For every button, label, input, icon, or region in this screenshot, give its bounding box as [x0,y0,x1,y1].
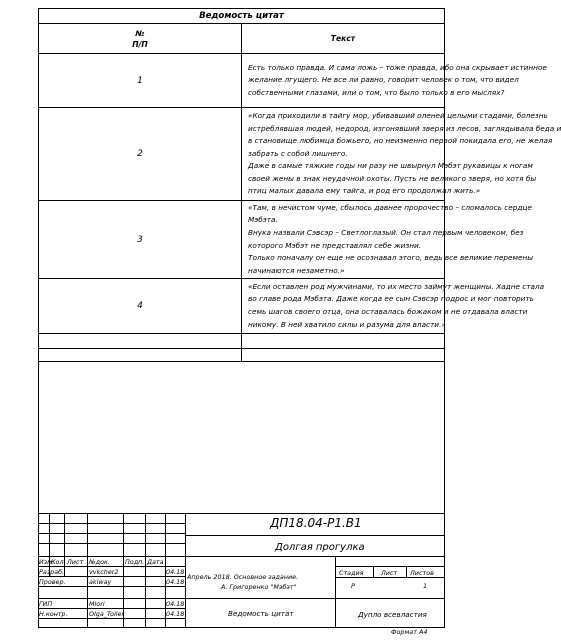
text-line: в становище любимца божьего, но неизменно первой покидала его, не желая [248,136,553,146]
stamp-line [64,513,65,577]
table-row [39,54,445,108]
sheets-label: Листов [410,569,434,577]
text-line: никому. В ней хватило силы и разума для власти.» [248,319,446,329]
stamp-line [185,513,186,628]
text-line: истреблявшая людей, недород, изгонявший зверя из лесов, заглядывала беда и [248,123,561,133]
stamp-line [87,513,88,628]
empty-cell [242,349,445,362]
text-line: птиц малых давала ему тайга, и род его продолжал жить.» [248,186,481,196]
text-line: своей жены в знак неудачной охоты. Пусть не великого зверя, но хотя бы [248,173,537,183]
table-title-row [39,9,445,24]
row-text [242,279,545,334]
header-list: Лист [67,558,84,566]
table-row [39,108,445,201]
empty-row [39,334,445,349]
column-header-number [39,24,242,54]
person-name: Miori [89,600,105,608]
table-row [39,201,445,279]
column-header-number-top: № [135,28,145,38]
text-line: во главе рода Мэбэта. Даже когда ее сын Сэвсэр подрос и мог повторить [248,294,534,304]
column-header-text: Текст [242,24,445,54]
sign-date: 04.18 [166,568,185,576]
person-name: akiway [89,578,112,586]
role-label: Разраб. [39,568,65,576]
text-line: Есть только правда. И сама ложь – тоже правда, ибо она скрывает истинное [248,62,547,72]
stamp-line [38,586,185,587]
row-text [242,201,534,279]
empty-cell [39,349,242,362]
text-line: «Там, в нечистом чуме, сбылось давнее пророчество – сломалось сердце [248,202,532,212]
text-line: которого Мэбэт не представлял себе жизни. [248,240,422,250]
table-row [39,279,445,334]
text-line: Даже в самые тяжкие годы ни разу не швырнул Мэбэт рукавицы к ногам [248,161,533,171]
format-label: Формат А4 [391,628,428,636]
role-label: Провер. [39,578,66,586]
text-line: забрать с собой лишнего. [248,148,348,158]
person-name: vvkcher2 [89,568,119,576]
header-ndok: №док. [89,558,110,566]
stamp-line [38,533,185,534]
citations-table [38,8,561,362]
text-line: Внука назвали Сэвсэр – Светлоглазый. Он стал первым человеком, без [248,227,524,237]
stamp-line [335,577,445,578]
table-header-row [39,24,445,54]
stamp-line [335,556,336,628]
empty-row [39,349,445,362]
doc-code: ДП18.04-Р1.В1 [270,516,362,530]
stamp-line [185,535,445,536]
text-line: желание лгущего. Не все ли равно, говорит человек о том, что видел [248,75,519,85]
text-line: «Когда приходили в тайгу мор, убивавший оленей целыми стадами, болезнь [248,110,548,120]
row-number: 4 [39,279,242,334]
stamp-line [38,576,185,577]
sign-date: 04.18 [166,578,185,586]
stamp-line [145,513,146,628]
row-text [242,54,547,108]
row-number: 2 [39,108,242,201]
person-name: Olga_Toller [89,610,125,618]
stamp-line [373,566,374,577]
stamp-line [38,566,185,567]
text-line: Мэбэта. [248,215,278,225]
text-line: собственными глазами, или о том, что было только в его мыслях? [248,87,505,97]
basis-line-2: А. Григоренко "Мэбэт" [221,583,297,591]
text-line: семь шагов своего отца, она оставалась божаком и не отдавала власти [248,307,528,316]
stamp-line [38,608,185,609]
empty-cell [242,334,445,349]
header-data: Дата [147,558,164,566]
header-izm: Изм. [39,558,55,566]
column-header-number-bottom: П/П [132,39,148,49]
row-number: 1 [39,54,242,108]
stamp-line [38,523,185,524]
stage-label: Стадия [339,569,364,577]
role-label: ГИП [39,600,53,608]
stamp-line [38,556,445,557]
sign-date: 04.18 [166,610,185,618]
stamp-line [38,598,445,599]
title-block [38,513,445,628]
text-line: «Если оставлен род мужчинами, то их место займут женщины. Хадне стала [248,281,545,291]
row-text [242,108,561,201]
sheet-name: Ведомость цитат [228,609,294,618]
sheets-value: 1 [423,582,428,590]
project-name: Долгая прогулка [275,542,365,553]
table-title: Ведомость цитат [39,9,445,24]
role-label: Н.контр. [39,610,68,618]
stage-value: Р [351,582,355,590]
header-podp: Подп. [125,558,145,566]
text-line: Только поначалу он еще не осознавал этого, ведь все великие перемены [248,253,534,263]
basis-line-1: Апрель 2018. Основное задание. [187,573,299,581]
stamp-line [335,566,445,567]
empty-cell [39,334,242,349]
organization: Дупло всевластия [358,610,427,619]
sign-date: 04.18 [166,600,185,608]
header-kol: Кол. [51,558,66,566]
sheet-label: Лист [381,569,398,577]
stamp-line [38,543,185,544]
stamp-line [38,618,185,619]
row-number: 3 [39,201,242,279]
stamp-line [406,566,407,577]
stamp-line [38,513,445,514]
text-line: начинаются незаметно.» [248,265,345,275]
